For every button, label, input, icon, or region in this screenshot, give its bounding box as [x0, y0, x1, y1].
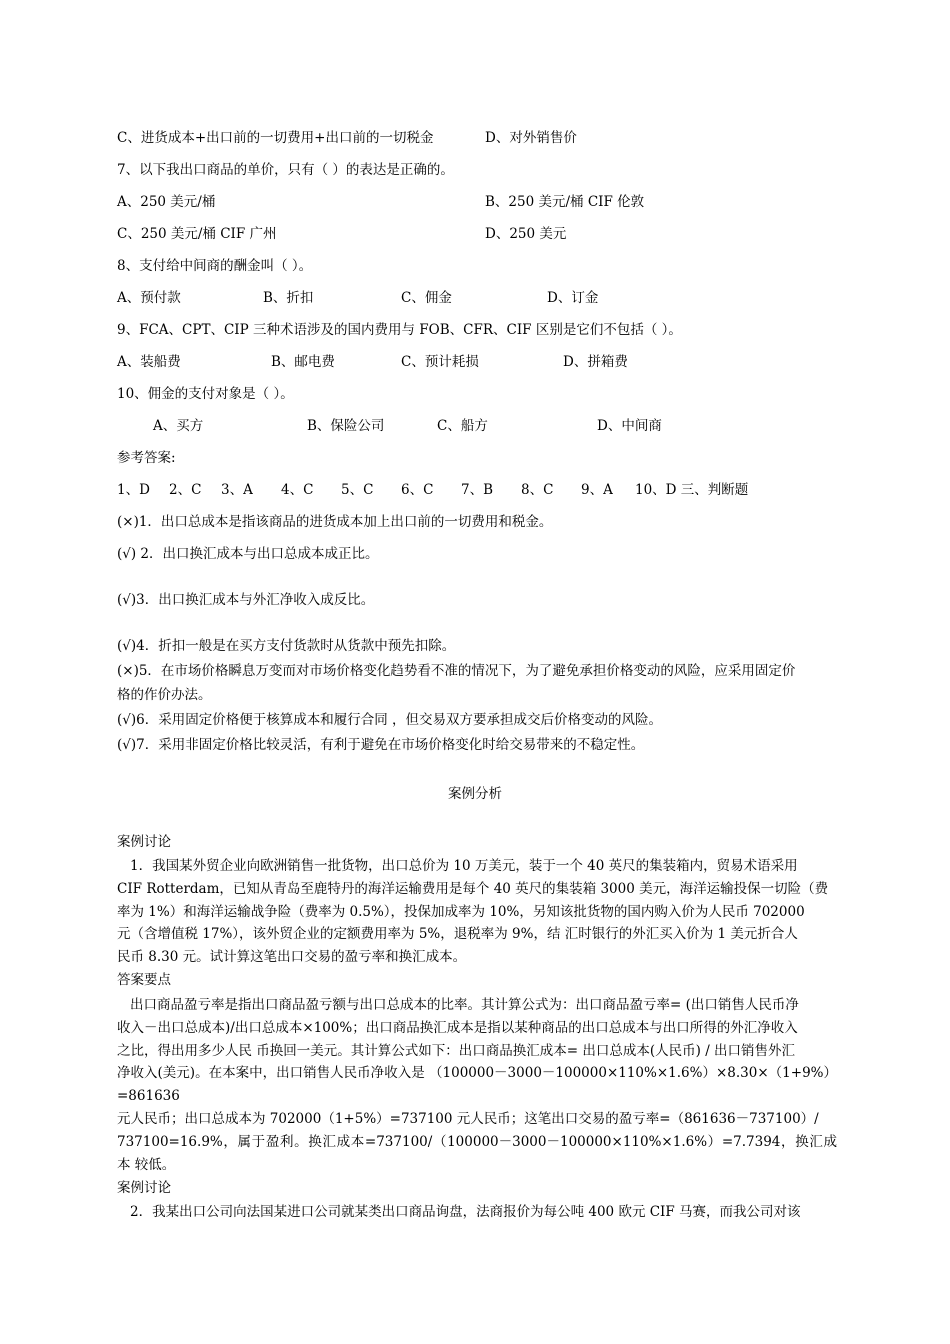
judgement-item-continued: 格的作价办法。 [117, 687, 212, 703]
q8-option-c: C、佣金 [401, 290, 452, 306]
case-label: 案例讨论 [117, 834, 171, 850]
answer-item: 5、C [341, 482, 374, 498]
q10-option-a: A、买方 [153, 418, 204, 434]
section-title: 案例分析 [448, 786, 502, 802]
answer-item: 6、C [401, 482, 434, 498]
q7-stem: 7、以下我出口商品的单价，只有（ ）的表达是正确的。 [117, 162, 454, 178]
answers-heading: 参考答案: [117, 450, 176, 466]
answer-item: 7、B [461, 482, 494, 498]
case-label: 案例讨论 [117, 1180, 171, 1196]
answer-label: 答案要点 [117, 972, 171, 988]
q7-option-b: B、250 美元/桶 CIF 伦敦 [485, 194, 645, 210]
case1-line: 民币 8.30 元。试计算这笔出口交易的盈亏率和换汇成本。 [117, 949, 467, 966]
q8-option-b: B、折扣 [263, 290, 314, 306]
case1-line: 元（含增值税 17%），该外贸企业的定额费用率为 5%，退税率为 9%，结 汇时银行的外汇买入价为 1 美元折合人 [117, 926, 798, 943]
q9-option-b: B、邮电费 [271, 354, 335, 370]
case1-line: 率为 1%）和海洋运输战争险（费率为 0.5%），投保加成率为 10%，另知该批货物的国内购入价为人民币 702000 [117, 903, 805, 920]
case1-answer [117, 994, 837, 1176]
judgement-item: (×)1．出口总成本是指该商品的进货成本加上出口前的一切费用和税金。 [117, 514, 553, 530]
answer-line: 净收入(美元)。在本案中，出口销售人民币净收入是 （100000－3000－100000×110%×1.6%）×8.30×（1+9%）=861636 [117, 1065, 837, 1105]
judgement-item: (√)6．采用固定价格便于核算成本和履行合同 ，但交易双方要承担成交后价格变动的风险。 [117, 712, 663, 728]
q10-option-b: B、保险公司 [307, 418, 385, 434]
q10-option-c: C、船方 [437, 418, 488, 434]
case1-line: CIF Rotterdam，已知从青岛至鹿特丹的海洋运输费用是每个 40 英尺的集装箱 3000 美元，海洋运输投保一切险（费 [117, 880, 829, 897]
answer-item: 9、A [581, 482, 613, 498]
q6-option-c: C、进货成本+出口前的一切费用+出口前的一切税金 [117, 130, 434, 146]
answer-line: 之比，得出用多少人民 币换回一美元。其计算公式如下：出口商品换汇成本= 出口总成本(人民币) / 出口销售外汇 [117, 1042, 796, 1059]
answer-line: 收入－出口总成本)/出口总成本×100%；出口商品换汇成本是指以某种商品的出口总成本与出口所得的外汇净收入 [117, 1019, 798, 1036]
q8-option-d: D、订金 [547, 290, 599, 306]
case1-question [117, 855, 837, 969]
q10-stem: 10、佣金的支付对象是（ ）。 [117, 386, 294, 402]
q10-option-d: D、中间商 [597, 418, 662, 434]
q7-option-d: D、250 美元 [485, 226, 567, 242]
q8-option-a: A、预付款 [117, 290, 181, 306]
answer-line: 737100=16.9%，属于盈利。换汇成本=737100/（100000－3000－100000×110%×1.6%）=7.7394，换汇成本 较低。 [117, 1133, 837, 1173]
judgement-item: (√)4．折扣一般是在买方支付货款时从货款中预先扣除。 [117, 638, 456, 654]
judgement-item: (√)7．采用非固定价格比较灵活，有利于避免在市场价格变化时给交易带来的不稳定性。 [117, 737, 645, 753]
answer-item: 1、D [117, 482, 150, 498]
q7-option-c: C、250 美元/桶 CIF 广州 [117, 226, 277, 242]
q6-option-d: D、对外销售价 [485, 130, 577, 146]
q9-option-d: D、拼箱费 [563, 354, 628, 370]
q9-option-c: C、预计耗损 [401, 354, 479, 370]
q9-stem: 9、FCA、CPT、CIP 三种术语涉及的国内费用与 FOB、CFR、CIF 区别是它们不包括（ ）。 [117, 322, 682, 338]
case1-line: 1．我国某外贸企业向欧洲销售一批货物，出口总价为 10 万美元，装于一个 40 英尺的集装箱内，贸易术语采用 [130, 858, 798, 874]
answer-item: 2、C [169, 482, 202, 498]
case2-line: 2．我某出口公司向法国某进口公司就某类出口商品询盘，法商报价为每公吨 400 欧元 CIF 马赛，而我公司对该 [130, 1204, 801, 1220]
judgement-item: (√) 2．出口换汇成本与出口总成本成正比。 [117, 546, 379, 562]
answer-line: 出口商品盈亏率是指出口商品盈亏额与出口总成本的比率。其计算公式为：出口商品盈亏率= (出口销售人民币净 [130, 997, 799, 1013]
answer-line: 元人民币；出口总成本为 702000（1+5%）=737100 元人民币；这笔出口交易的盈亏率=（861636－737100）/ [117, 1110, 819, 1127]
q9-option-a: A、装船费 [117, 354, 181, 370]
answer-item: 8、C [521, 482, 554, 498]
q7-option-a: A、250 美元/桶 [117, 194, 216, 210]
answer-item: 10、D 三、判断题 [635, 482, 749, 498]
answer-item: 4、C [281, 482, 314, 498]
answer-item: 3、A [221, 482, 253, 498]
q8-stem: 8、支付给中间商的酬金叫（ ）。 [117, 258, 313, 274]
judgement-item: (×)5．在市场价格瞬息万变而对市场价格变化趋势看不准的情况下，为了避免承担价格变动的风险，应采用固定价 [117, 663, 796, 679]
judgement-item: (√)3．出口换汇成本与外汇净收入成反比。 [117, 592, 375, 608]
